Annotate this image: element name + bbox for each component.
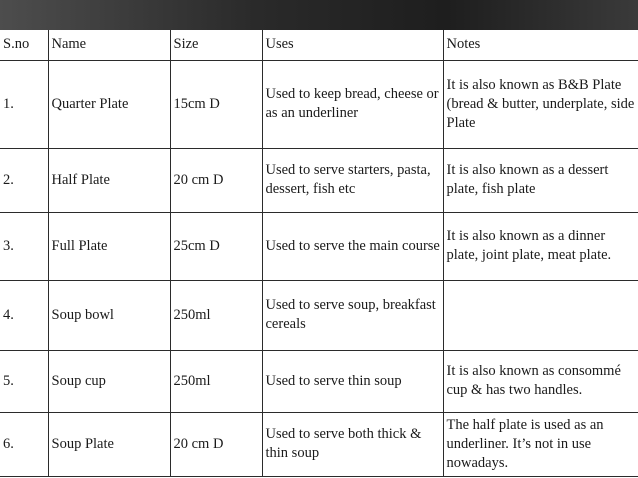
cell-sno: 3. <box>0 212 48 280</box>
slide-title-bar <box>0 0 638 30</box>
cell-name: Quarter Plate <box>48 60 170 148</box>
cell-notes: The half plate is used as an underliner. It’s not in use nowadays. <box>443 412 638 476</box>
cell-size: 25cm D <box>170 212 262 280</box>
header-uses: Uses <box>262 30 443 60</box>
cell-uses: Used to serve both thick & thin soup <box>262 412 443 476</box>
cell-notes: It is also known as a dessert plate, fish plate <box>443 148 638 212</box>
header-size: Size <box>170 30 262 60</box>
cell-size: 250ml <box>170 280 262 350</box>
cell-uses: Used to keep bread, cheese or as an underliner <box>262 60 443 148</box>
cell-size: 250ml <box>170 350 262 412</box>
cell-name: Soup cup <box>48 350 170 412</box>
table-row <box>0 350 638 412</box>
cell-name: Soup bowl <box>48 280 170 350</box>
cell-name: Half Plate <box>48 148 170 212</box>
cell-size: 20 cm D <box>170 412 262 476</box>
table-header-row <box>0 30 638 60</box>
table-row <box>0 212 638 280</box>
table-row <box>0 60 638 148</box>
crockery-table <box>0 30 638 477</box>
header-notes: Notes <box>443 30 638 60</box>
cell-size: 20 cm D <box>170 148 262 212</box>
table-row <box>0 412 638 476</box>
cell-uses: Used to serve thin soup <box>262 350 443 412</box>
table-row <box>0 280 638 350</box>
header-sno: S.no <box>0 30 48 60</box>
cell-sno: 4. <box>0 280 48 350</box>
cell-notes: It is also known as a dinner plate, joint plate, meat plate. <box>443 212 638 280</box>
cell-notes: It is also known as B&B Plate (bread & butter, underplate, side Plate <box>443 60 638 148</box>
cell-sno: 6. <box>0 412 48 476</box>
cell-uses: Used to serve the main course <box>262 212 443 280</box>
header-name: Name <box>48 30 170 60</box>
cell-name: Soup Plate <box>48 412 170 476</box>
cell-sno: 2. <box>0 148 48 212</box>
cell-uses: Used to serve starters, pasta, dessert, fish etc <box>262 148 443 212</box>
cell-sno: 1. <box>0 60 48 148</box>
cell-notes: It is also known as consommé cup & has two handles. <box>443 350 638 412</box>
cell-name: Full Plate <box>48 212 170 280</box>
cell-notes <box>443 280 638 350</box>
cell-uses: Used to serve soup, breakfast cereals <box>262 280 443 350</box>
cell-size: 15cm D <box>170 60 262 148</box>
cell-sno: 5. <box>0 350 48 412</box>
table-row <box>0 148 638 212</box>
